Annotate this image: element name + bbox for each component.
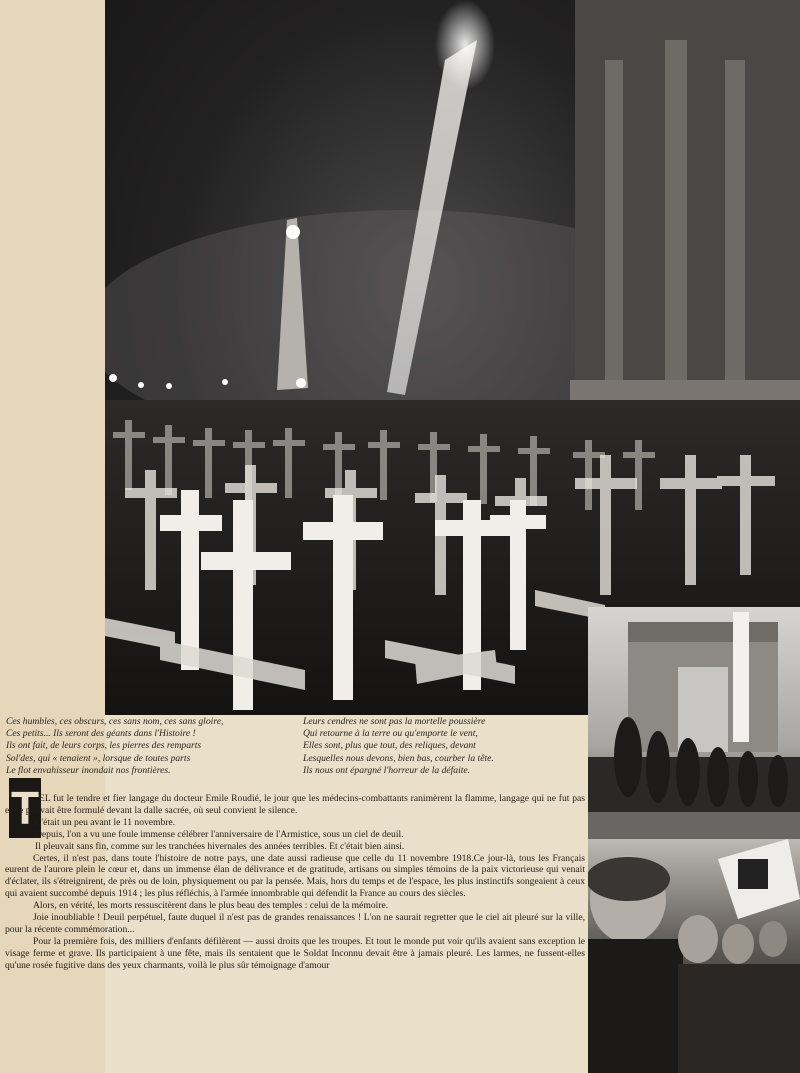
poem-line: Qui retourne à la terre ou qu'emporte le vent, bbox=[303, 728, 478, 740]
article-paragraph-2: C'était un peu avant le 11 novembre. bbox=[35, 816, 176, 828]
article-paragraph-8: Pour la première fois, des milliers d'enfants défilèrent — aussi droits que les troupes. Et tout le monde put voir qu'ils avaient sans exception le visage ferme et grave. Ils participaient à une fête, mais ils sentaient que le Soldat Inconnu devait être à jamais pleuré. Les larmes, ne fussent-elles qu'une rosée fugitive dans des yeux charmants, voilà le plus sûr témoignage d'amour bbox=[5, 935, 585, 971]
article-text: langage qui ne fut pas et ne pouvait être formulé devant la dalle sacrée, où seul convient le silence. bbox=[5, 793, 585, 816]
poem-left-stanza bbox=[6, 716, 296, 777]
article-paragraph-3: Depuis, l'on a vu une foule immense célébrer l'anniversaire de l'Armistice, sous un ciel de deuil. bbox=[35, 828, 404, 840]
arch-illustration bbox=[588, 607, 800, 839]
article-paragraph-1 bbox=[5, 793, 585, 817]
article-paragraph-4: Il pleuvait sans fin, comme sur les tranchées hivernales des années terribles. Et c'était bien ainsi. bbox=[35, 840, 405, 852]
poem-line: Lesquelles nous devons, bien bas, courber la tête. bbox=[303, 752, 494, 764]
poem-line: Leurs cendres ne sont pas la mortelle poussière bbox=[303, 716, 486, 727]
poem-line: Sol'des, qui « tenaient », lorsque de toutes parts bbox=[6, 752, 191, 764]
poem-line: Elles sont, plus que tout, des reliques, devant bbox=[303, 740, 476, 752]
article-body bbox=[5, 793, 585, 972]
poem-line: Ces petits... Ils seront des géants dans l'Histoire ! bbox=[6, 728, 196, 740]
crowd-illustration bbox=[588, 839, 800, 1073]
photo-arc-de-triomphe bbox=[588, 607, 800, 839]
drop-cap-letter: T bbox=[10, 782, 40, 834]
article-text: EL fut le tendre et fier langage du docteur Emile Roudié, le jour que les médecins-combattants ranimèrent la flamme, bbox=[39, 793, 497, 804]
poem-right-stanza bbox=[303, 716, 585, 777]
poem-line: Ils nous ont épargné l'horreur de la défaite. bbox=[303, 764, 471, 776]
article-paragraph-5: Certes, il n'est pas, dans toute l'histoire de notre pays, une date aussi radieuse que celle du 11 novembre 1918.Ce jour-là, tous les Français eurent de l'aurore plein le cœur et, dans un immense élan de délivrance et de gratitude, artisans ou simples témoins de la paix victorieuse qui venait d'éclater, ils s'étreignirent, de près ou de loin, physiquement ou par la pensée. Mais, hors du temps et de l'espace, les plus instinctifs songeaient à ceux qui avaient succombé depuis 1914 ; les plus réfléchis, à l'armée innombrable qui défendit la France au cours des siècles. bbox=[5, 852, 585, 900]
photo-crowd-children bbox=[588, 839, 800, 1073]
poem-line: Ces humbles, ces obscurs, ces sans nom, ces sans gloire, bbox=[6, 716, 224, 727]
poem-line: Le flot envahisseur inondait nos frontières. bbox=[6, 764, 171, 776]
poem-line: Ils ont fait, de leurs corps, les pierres des remparts bbox=[6, 740, 202, 752]
article-paragraph-6: Alors, en vérité, les morts ressuscitèrent dans le plus beau des temples : celui de la mémoire. bbox=[33, 900, 389, 912]
article-paragraph-7: Joie inoubliable ! Deuil perpétuel, faute duquel il n'est pas de grandes renaissances ! L'on ne saurait regretter que le ciel ait pleuré sur la ville, pour la récente commémoration... bbox=[5, 912, 585, 935]
